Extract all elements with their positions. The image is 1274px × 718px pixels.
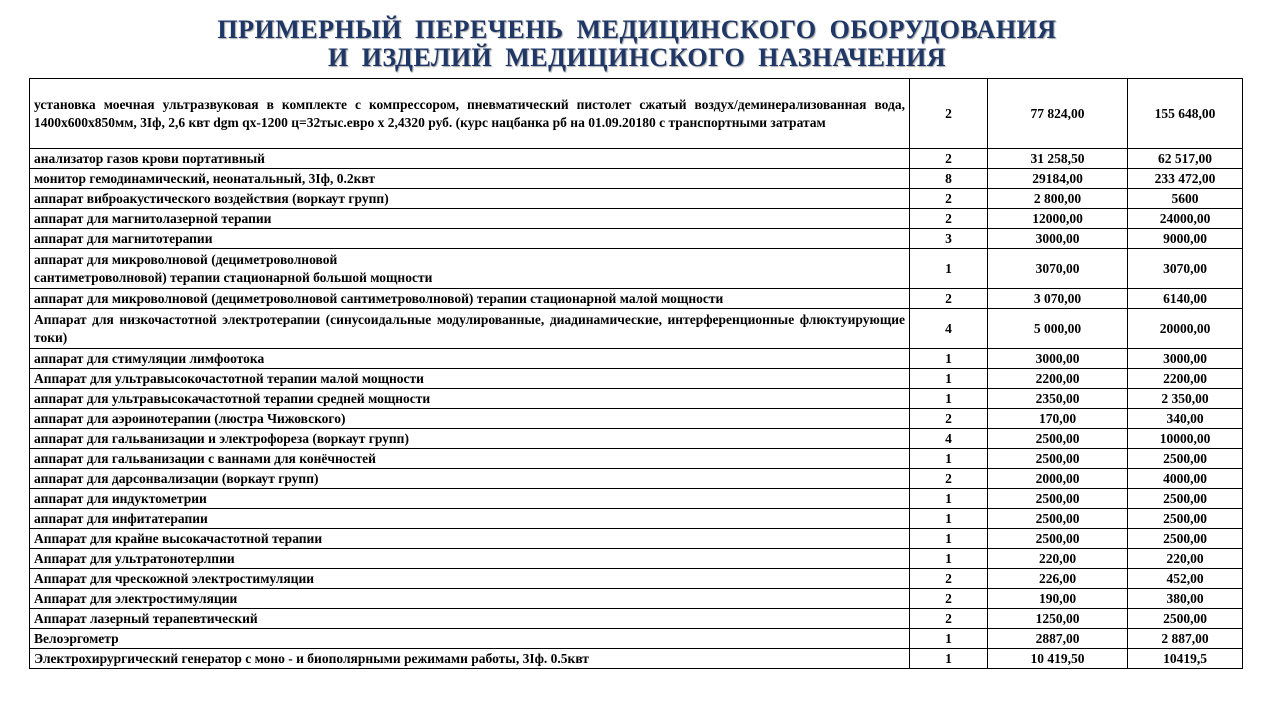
item-name: аппарат для гальванизации с ваннами для конёчностей <box>30 449 910 469</box>
item-price: 2500,00 <box>988 509 1128 529</box>
table-row <box>30 289 1243 309</box>
item-price: 2000,00 <box>988 469 1128 489</box>
table-row <box>30 589 1243 609</box>
equipment-table <box>29 78 1243 669</box>
item-total: 2200,00 <box>1128 369 1243 389</box>
item-quantity: 2 <box>910 189 988 209</box>
item-quantity: 1 <box>910 549 988 569</box>
table-row <box>30 509 1243 529</box>
item-quantity: 1 <box>910 389 988 409</box>
item-name: аппарат для стимуляции лимфоотока <box>30 349 910 369</box>
item-total: 2500,00 <box>1128 529 1243 549</box>
item-name: аппарат для микроволновой (дециметроволновой сантиметроволновой) терапии стационарной малой мощности <box>30 289 910 309</box>
item-name: аппарат для аэроинотерапии (люстра Чижовского) <box>30 409 910 429</box>
item-price: 3070,00 <box>988 249 1128 289</box>
item-quantity: 2 <box>910 469 988 489</box>
item-name: Аппарат для электростимуляции <box>30 589 910 609</box>
table-row <box>30 79 1243 149</box>
item-quantity: 2 <box>910 409 988 429</box>
item-total: 62 517,00 <box>1128 149 1243 169</box>
item-total: 10000,00 <box>1128 429 1243 449</box>
item-total: 2 350,00 <box>1128 389 1243 409</box>
item-name: аппарат для инфитатерапии <box>30 509 910 529</box>
item-price: 226,00 <box>988 569 1128 589</box>
item-price: 2887,00 <box>988 629 1128 649</box>
item-total: 220,00 <box>1128 549 1243 569</box>
table-row <box>30 389 1243 409</box>
item-price: 1250,00 <box>988 609 1128 629</box>
item-total: 4000,00 <box>1128 469 1243 489</box>
item-price: 220,00 <box>988 549 1128 569</box>
table-row <box>30 169 1243 189</box>
item-quantity: 1 <box>910 369 988 389</box>
item-quantity: 2 <box>910 289 988 309</box>
item-name: Аппарат для крайне высокачастотной терапии <box>30 529 910 549</box>
item-total: 3000,00 <box>1128 349 1243 369</box>
item-name: Аппарат для чрескожной электростимуляции <box>30 569 910 589</box>
item-name <box>30 249 910 289</box>
item-price: 2500,00 <box>988 449 1128 469</box>
item-name-line-2: сантиметроволновой) терапии стационарной большой мощности <box>34 269 433 285</box>
item-quantity: 4 <box>910 309 988 349</box>
item-total: 10419,5 <box>1128 649 1243 669</box>
table-row <box>30 609 1243 629</box>
item-total: 155 648,00 <box>1128 79 1243 149</box>
table-row <box>30 569 1243 589</box>
item-name: аппарат для индуктометрии <box>30 489 910 509</box>
item-total: 452,00 <box>1128 569 1243 589</box>
item-price: 3000,00 <box>988 349 1128 369</box>
table-row <box>30 309 1243 349</box>
item-price: 190,00 <box>988 589 1128 609</box>
table-row <box>30 489 1243 509</box>
item-quantity: 2 <box>910 609 988 629</box>
item-name: аппарат для гальванизации и электрофореза (воркаут групп) <box>30 429 910 449</box>
item-name: Аппарат для ультратонотерлпии <box>30 549 910 569</box>
item-total: 2500,00 <box>1128 609 1243 629</box>
item-total: 24000,00 <box>1128 209 1243 229</box>
table-row <box>30 429 1243 449</box>
item-total: 2500,00 <box>1128 509 1243 529</box>
title-line-1: ПРИМЕРНЫЙ ПЕРЕЧЕНЬ МЕДИЦИНСКОГО ОБОРУДОВАНИЯ <box>217 15 1057 44</box>
table-row <box>30 409 1243 429</box>
item-price: 2350,00 <box>988 389 1128 409</box>
item-name: аппарат для магнитолазерной терапии <box>30 209 910 229</box>
item-price: 31 258,50 <box>988 149 1128 169</box>
item-price: 10 419,50 <box>988 649 1128 669</box>
item-name: аппарат виброакустического воздействия (воркаут групп) <box>30 189 910 209</box>
item-quantity: 4 <box>910 429 988 449</box>
item-price: 2500,00 <box>988 489 1128 509</box>
item-quantity: 2 <box>910 589 988 609</box>
item-quantity: 1 <box>910 509 988 529</box>
table-row <box>30 369 1243 389</box>
item-quantity: 2 <box>910 79 988 149</box>
table-row <box>30 649 1243 669</box>
item-price: 5 000,00 <box>988 309 1128 349</box>
item-quantity: 8 <box>910 169 988 189</box>
item-total: 2500,00 <box>1128 449 1243 469</box>
table-row <box>30 349 1243 369</box>
item-price: 12000,00 <box>988 209 1128 229</box>
item-price: 2 800,00 <box>988 189 1128 209</box>
item-quantity: 1 <box>910 489 988 509</box>
item-total: 20000,00 <box>1128 309 1243 349</box>
table-row <box>30 149 1243 169</box>
item-price: 29184,00 <box>988 169 1128 189</box>
table-row <box>30 249 1243 289</box>
item-name: Аппарат лазерный терапевтический <box>30 609 910 629</box>
item-total: 380,00 <box>1128 589 1243 609</box>
item-name: аппарат для ультравысокачастотной терапии средней мощности <box>30 389 910 409</box>
item-name-line-1: аппарат для микроволновой (дециметроволновой <box>34 251 338 267</box>
item-price: 77 824,00 <box>988 79 1128 149</box>
item-name: Аппарат для ультравысокочастотной терапии малой мощности <box>30 369 910 389</box>
item-quantity: 2 <box>910 149 988 169</box>
item-price: 3 070,00 <box>988 289 1128 309</box>
item-total: 6140,00 <box>1128 289 1243 309</box>
item-total: 5600 <box>1128 189 1243 209</box>
table-row <box>30 549 1243 569</box>
item-total: 2500,00 <box>1128 489 1243 509</box>
table-row <box>30 529 1243 549</box>
item-quantity: 2 <box>910 569 988 589</box>
item-quantity: 2 <box>910 209 988 229</box>
item-name: Аппарат для низкочастотной электротерапии (синусоидальные модулированные, диадинамические, интерференционные флюктуирующие токи) <box>30 309 910 349</box>
table-row <box>30 629 1243 649</box>
title-line-2: И ИЗДЕЛИЙ МЕДИЦИНСКОГО НАЗНАЧЕНИЯ <box>327 43 947 72</box>
item-quantity: 1 <box>910 529 988 549</box>
item-name: монитор гемодинамический, неонатальный, 3Iф, 0.2квт <box>30 169 910 189</box>
item-name: аппарат для магнитотерапии <box>30 229 910 249</box>
item-total: 9000,00 <box>1128 229 1243 249</box>
table-row <box>30 209 1243 229</box>
table-row <box>30 449 1243 469</box>
item-price: 2500,00 <box>988 529 1128 549</box>
item-name: Велоэргометр <box>30 629 910 649</box>
item-quantity: 1 <box>910 449 988 469</box>
item-price: 170,00 <box>988 409 1128 429</box>
item-price: 3000,00 <box>988 229 1128 249</box>
item-quantity: 1 <box>910 629 988 649</box>
item-price: 2200,00 <box>988 369 1128 389</box>
page-title <box>0 16 1274 72</box>
item-quantity: 1 <box>910 349 988 369</box>
item-name: установка моечная ультразвуковая в комплекте с компрессором, пневматический пистолет сжатый воздух/деминерализованная вода, 1400х600х850мм, 3Iф, 2,6 квт dgm qx-1200 ц=32тыс.евро х 2,4320 руб. (курс нацбанка рб на 01.09.20180 с транспортными затратам <box>30 79 910 149</box>
item-total: 233 472,00 <box>1128 169 1243 189</box>
item-total: 3070,00 <box>1128 249 1243 289</box>
item-quantity: 1 <box>910 249 988 289</box>
table-row <box>30 189 1243 209</box>
item-name: анализатор газов крови портативный <box>30 149 910 169</box>
item-quantity: 3 <box>910 229 988 249</box>
table-row <box>30 469 1243 489</box>
table-row <box>30 229 1243 249</box>
item-name: Электрохирургический генератор с моно - и биополярными режимами работы, 3Iф. 0.5квт <box>30 649 910 669</box>
item-total: 2 887,00 <box>1128 629 1243 649</box>
item-quantity: 1 <box>910 649 988 669</box>
item-name: аппарат для дарсонвализации (воркаут групп) <box>30 469 910 489</box>
item-total: 340,00 <box>1128 409 1243 429</box>
item-price: 2500,00 <box>988 429 1128 449</box>
